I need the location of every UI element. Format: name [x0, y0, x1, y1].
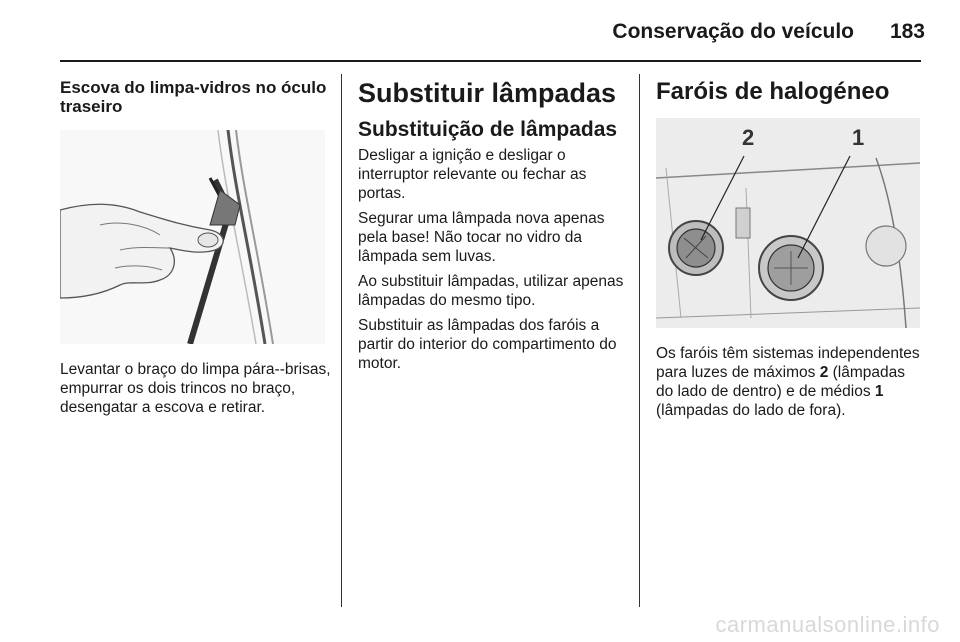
column-halogen: [656, 78, 922, 426]
column-wiper: [60, 78, 332, 423]
column-divider-2: [639, 74, 640, 607]
section-heading-replace-bulbs: Substituir lâmpadas: [358, 78, 617, 108]
page-number: 183: [889, 20, 925, 43]
halogen-paragraph: Os faróis têm sistemas independentes para luzes de máximos 2 (lâmpadas do lado de dentro) e de médios 1 (lâmpadas do lado de fora).: [656, 345, 920, 419]
bulb-paragraph-3: Ao substituir lâmpadas, utilizar apenas lâmpadas do mesmo tipo.: [358, 273, 624, 309]
bulb-paragraph-4: Substituir as lâmpadas dos faróis a partir do interior do compartimento do motor.: [358, 317, 617, 372]
column-divider-1: [341, 74, 342, 607]
bulb-paragraph-1: Desligar a ignição e desligar o interruptor relevante ou fechar as portas.: [358, 147, 587, 202]
bulb-number-2: 2: [819, 364, 829, 381]
watermark: carmanualsonline.info: [715, 612, 940, 637]
column-bulbs: [358, 78, 626, 379]
header-title: Conservação do veículo: [612, 20, 854, 43]
callout-label-2: 2: [742, 125, 755, 150]
headlamp-illustration-svg: [656, 118, 920, 328]
wiper-paragraph: Levantar o braço do limpa pára--brisas, empurrar os dois trincos no braço, desengatar a escova e retirar.: [60, 361, 331, 416]
header-divider: [60, 60, 921, 62]
wiper-blade-removal-illustration: [60, 130, 325, 344]
section-heading-wiper: Escova do limpa-vidros no óculo traseiro: [60, 78, 327, 116]
bulb-paragraph-2: Segurar uma lâmpada nova apenas pela base! Não tocar no vidro da lâmpada sem luvas.: [358, 210, 605, 265]
callout-label-1: 1: [852, 125, 865, 150]
bulb-number-1: 1: [874, 383, 884, 400]
headlamp-bulb-covers-illustration: [656, 118, 920, 328]
section-heading-halogen: Faróis de halogéneo: [656, 78, 890, 105]
subheading-bulb-replacement: Substituição de lâmpadas: [358, 118, 618, 141]
wiper-illustration-svg: [60, 130, 325, 344]
